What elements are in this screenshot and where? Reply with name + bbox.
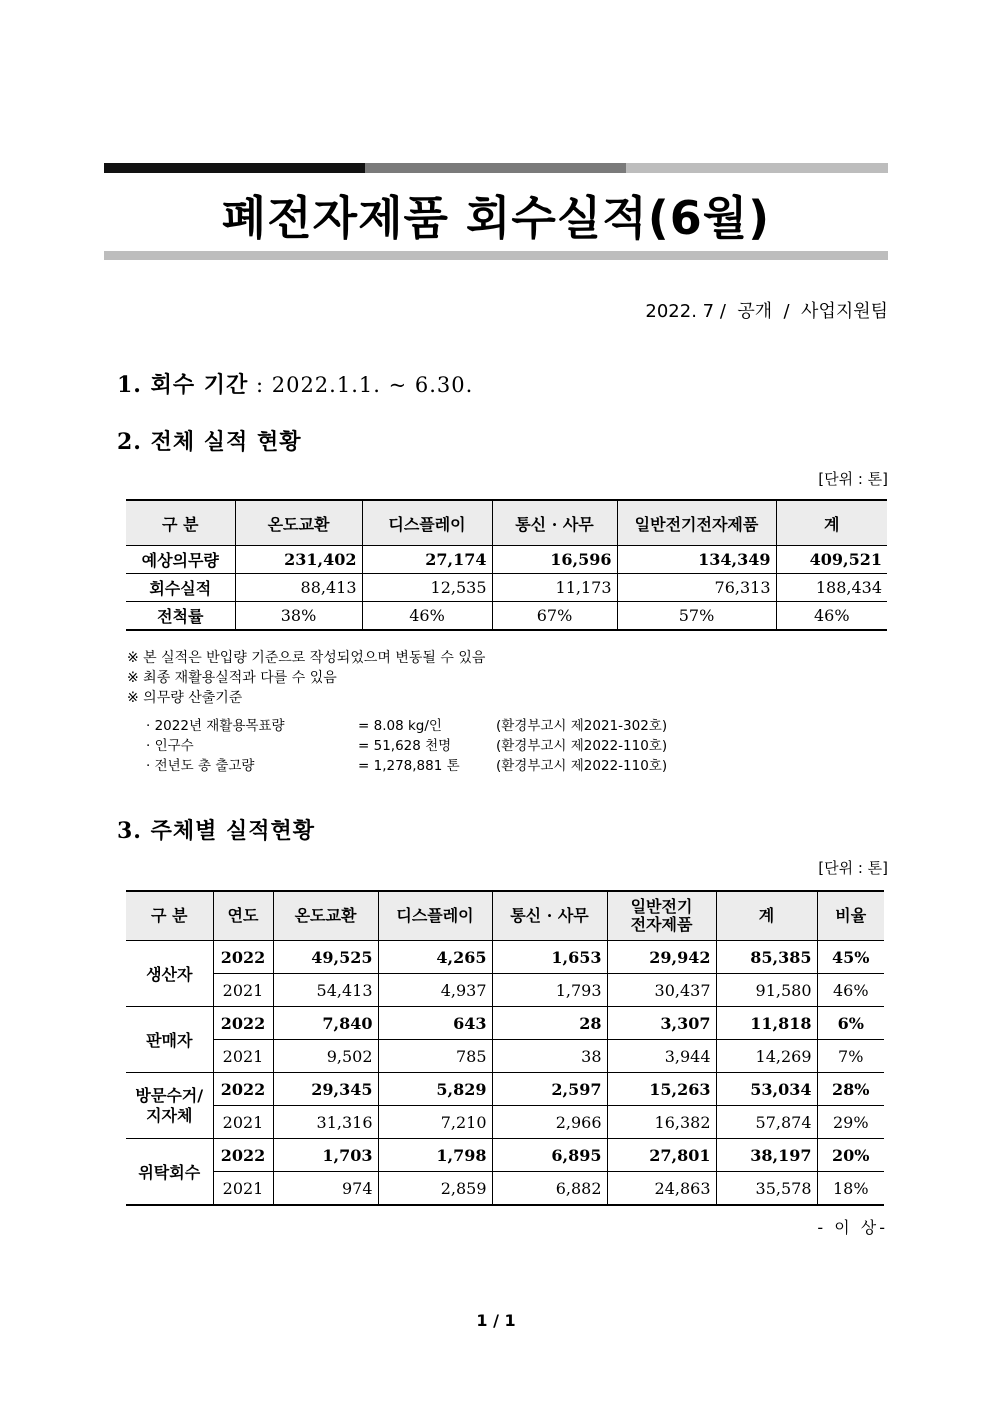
year-cell: 2022 bbox=[213, 1073, 273, 1106]
table-row bbox=[126, 941, 884, 974]
table-cell: 27,801 bbox=[607, 1139, 716, 1172]
year-cell: 2021 bbox=[213, 1172, 273, 1206]
table-cell: 7% bbox=[817, 1040, 884, 1073]
table-header-cell: 연도 bbox=[213, 891, 273, 941]
table-header-cell: 구 분 bbox=[126, 500, 235, 546]
basis-ref: (환경부고시 제2021-302호) bbox=[496, 718, 668, 734]
table-cell: 20% bbox=[817, 1139, 884, 1172]
table-cell: 57% bbox=[617, 602, 776, 631]
table-cell: 46% bbox=[362, 602, 492, 631]
table-cell: 2,966 bbox=[492, 1106, 607, 1139]
table-cell: 4,937 bbox=[378, 974, 492, 1007]
title-underline-bar bbox=[104, 251, 888, 260]
table-row bbox=[126, 1172, 884, 1206]
table-cell: 3,307 bbox=[607, 1007, 716, 1040]
table-cell: 67% bbox=[492, 602, 617, 631]
table-cell: 38% bbox=[235, 602, 362, 631]
year-cell: 2021 bbox=[213, 1040, 273, 1073]
table-cell: 16,382 bbox=[607, 1106, 716, 1139]
table-cell: 12,535 bbox=[362, 574, 492, 602]
entity-performance-table bbox=[126, 890, 884, 1206]
table-cell: 28% bbox=[817, 1073, 884, 1106]
table-row bbox=[126, 546, 887, 574]
table-cell: 85,385 bbox=[716, 941, 817, 974]
table-cell: 18% bbox=[817, 1172, 884, 1206]
title-bar-light bbox=[626, 163, 888, 173]
year-cell: 2022 bbox=[213, 941, 273, 974]
table-cell: 29,942 bbox=[607, 941, 716, 974]
table-cell: 9,502 bbox=[273, 1040, 378, 1073]
table-cell: 88,413 bbox=[235, 574, 362, 602]
year-cell: 2022 bbox=[213, 1139, 273, 1172]
table-header-cell: 구 분 bbox=[126, 891, 213, 941]
table-cell: 785 bbox=[378, 1040, 492, 1073]
table-header-row bbox=[126, 500, 887, 546]
table-cell: 7,210 bbox=[378, 1106, 492, 1139]
table-cell: 15,263 bbox=[607, 1073, 716, 1106]
group-label: 위탁회수 bbox=[126, 1139, 213, 1206]
section-3-unit: [단위 : 톤] bbox=[818, 859, 888, 877]
page-title: 폐전자제품 회수실적(6월) bbox=[221, 191, 771, 245]
table-cell: 35,578 bbox=[716, 1172, 817, 1206]
table-header-cell: 일반전기 전자제품 bbox=[607, 891, 716, 941]
note-item: ※ 의무량 산출기준 bbox=[127, 690, 243, 706]
section-3-heading: 3. 주체별 실적현황 bbox=[117, 818, 316, 844]
table-cell: 11,818 bbox=[716, 1007, 817, 1040]
table-row bbox=[126, 574, 887, 602]
document-meta: 2022. 7 / 공개 / 사업지원팀 bbox=[645, 301, 888, 322]
table-header-cell: 통신 · 사무 bbox=[492, 500, 617, 546]
table-cell: 6% bbox=[817, 1007, 884, 1040]
table-cell: 1,703 bbox=[273, 1139, 378, 1172]
list-item bbox=[146, 756, 667, 776]
table-header-cell: 계 bbox=[716, 891, 817, 941]
section-1-label: 1. 회수 기간 bbox=[117, 372, 249, 398]
basis-item: · 인구수 bbox=[146, 738, 194, 754]
section-2-unit: [단위 : 톤] bbox=[818, 470, 888, 488]
table-cell: 45% bbox=[817, 941, 884, 974]
table-cell: 409,521 bbox=[776, 546, 887, 574]
note-item: ※ 최종 재활용실적과 다를 수 있음 bbox=[127, 670, 337, 686]
year-cell: 2021 bbox=[213, 1106, 273, 1139]
basis-value: = 51,628 천명 bbox=[358, 738, 452, 754]
table-cell: 6,895 bbox=[492, 1139, 607, 1172]
table-cell: 16,596 bbox=[492, 546, 617, 574]
table-cell: 28 bbox=[492, 1007, 607, 1040]
section-1-value: : 2022.1.1. ~ 6.30. bbox=[248, 373, 474, 397]
obligation-basis-list bbox=[146, 716, 667, 776]
table-cell: 6,882 bbox=[492, 1172, 607, 1206]
list-item bbox=[146, 716, 667, 736]
table-header-cell: 계 bbox=[776, 500, 887, 546]
table-cell: 30,437 bbox=[607, 974, 716, 1007]
table-cell: 7,840 bbox=[273, 1007, 378, 1040]
row-label: 예상의무량 bbox=[126, 546, 235, 574]
table-cell: 29,345 bbox=[273, 1073, 378, 1106]
table-cell: 11,173 bbox=[492, 574, 617, 602]
basis-ref: (환경부고시 제2022-110호) bbox=[496, 738, 668, 754]
basis-value: = 1,278,881 톤 bbox=[358, 758, 460, 774]
table-cell: 4,265 bbox=[378, 941, 492, 974]
table-row bbox=[126, 602, 887, 631]
table-cell: 3,944 bbox=[607, 1040, 716, 1073]
list-item bbox=[146, 736, 667, 756]
table-cell: 2,859 bbox=[378, 1172, 492, 1206]
basis-item: · 2022년 재활용목표량 bbox=[146, 718, 285, 734]
table-cell: 54,413 bbox=[273, 974, 378, 1007]
note-item: ※ 본 실적은 반입량 기준으로 작성되었으며 변동될 수 있음 bbox=[127, 650, 486, 666]
table-cell: 134,349 bbox=[617, 546, 776, 574]
table-cell: 1,798 bbox=[378, 1139, 492, 1172]
group-label: 생산자 bbox=[126, 941, 213, 1007]
table-row bbox=[126, 1106, 884, 1139]
table-header-cell: 일반전기전자제품 bbox=[617, 500, 776, 546]
table-header-cell: 온도교환 bbox=[235, 500, 362, 546]
table-header-cell: 디스플레이 bbox=[378, 891, 492, 941]
table-cell: 643 bbox=[378, 1007, 492, 1040]
table-cell: 1,793 bbox=[492, 974, 607, 1007]
table-header-cell: 통신 · 사무 bbox=[492, 891, 607, 941]
year-cell: 2021 bbox=[213, 974, 273, 1007]
row-label: 전척률 bbox=[126, 602, 235, 631]
table-header-cell: 디스플레이 bbox=[362, 500, 492, 546]
table-cell: 27,174 bbox=[362, 546, 492, 574]
title-bar-dark bbox=[104, 163, 365, 173]
table-cell: 91,580 bbox=[716, 974, 817, 1007]
table-cell: 29% bbox=[817, 1106, 884, 1139]
table-cell: 2,597 bbox=[492, 1073, 607, 1106]
table-row bbox=[126, 1073, 884, 1106]
table-cell: 974 bbox=[273, 1172, 378, 1206]
basis-item: · 전년도 총 출고량 bbox=[146, 758, 255, 774]
end-mark: - 이 상- bbox=[817, 1218, 888, 1237]
table-cell: 49,525 bbox=[273, 941, 378, 974]
table-header-row bbox=[126, 891, 884, 941]
table-cell: 38 bbox=[492, 1040, 607, 1073]
section-1-heading bbox=[117, 368, 473, 399]
basis-value: = 8.08 kg/인 bbox=[358, 718, 442, 734]
year-cell: 2022 bbox=[213, 1007, 273, 1040]
table-row bbox=[126, 1007, 884, 1040]
table-cell: 31,316 bbox=[273, 1106, 378, 1139]
table-cell: 5,829 bbox=[378, 1073, 492, 1106]
table-cell: 14,269 bbox=[716, 1040, 817, 1073]
table-row bbox=[126, 1139, 884, 1172]
table-header-cell: 비율 bbox=[817, 891, 884, 941]
table-cell: 231,402 bbox=[235, 546, 362, 574]
table-cell: 188,434 bbox=[776, 574, 887, 602]
section-2-heading: 2. 전체 실적 현황 bbox=[117, 429, 302, 455]
total-performance-table bbox=[126, 499, 887, 631]
table-cell: 57,874 bbox=[716, 1106, 817, 1139]
table-cell: 24,863 bbox=[607, 1172, 716, 1206]
table-cell: 46% bbox=[817, 974, 884, 1007]
notes-list bbox=[127, 648, 485, 708]
table-row bbox=[126, 974, 884, 1007]
table-cell: 76,313 bbox=[617, 574, 776, 602]
table-cell: 1,653 bbox=[492, 941, 607, 974]
group-label: 방문수거/ 지자체 bbox=[126, 1073, 213, 1139]
basis-ref: (환경부고시 제2022-110호) bbox=[496, 758, 668, 774]
table-cell: 38,197 bbox=[716, 1139, 817, 1172]
page-number: 1 / 1 bbox=[476, 1311, 516, 1330]
table-row bbox=[126, 1040, 884, 1073]
group-label: 판매자 bbox=[126, 1007, 213, 1073]
title-bar-mid bbox=[365, 163, 626, 173]
table-cell: 53,034 bbox=[716, 1073, 817, 1106]
table-header-cell: 온도교환 bbox=[273, 891, 378, 941]
table-cell: 46% bbox=[776, 602, 887, 631]
row-label: 회수실적 bbox=[126, 574, 235, 602]
